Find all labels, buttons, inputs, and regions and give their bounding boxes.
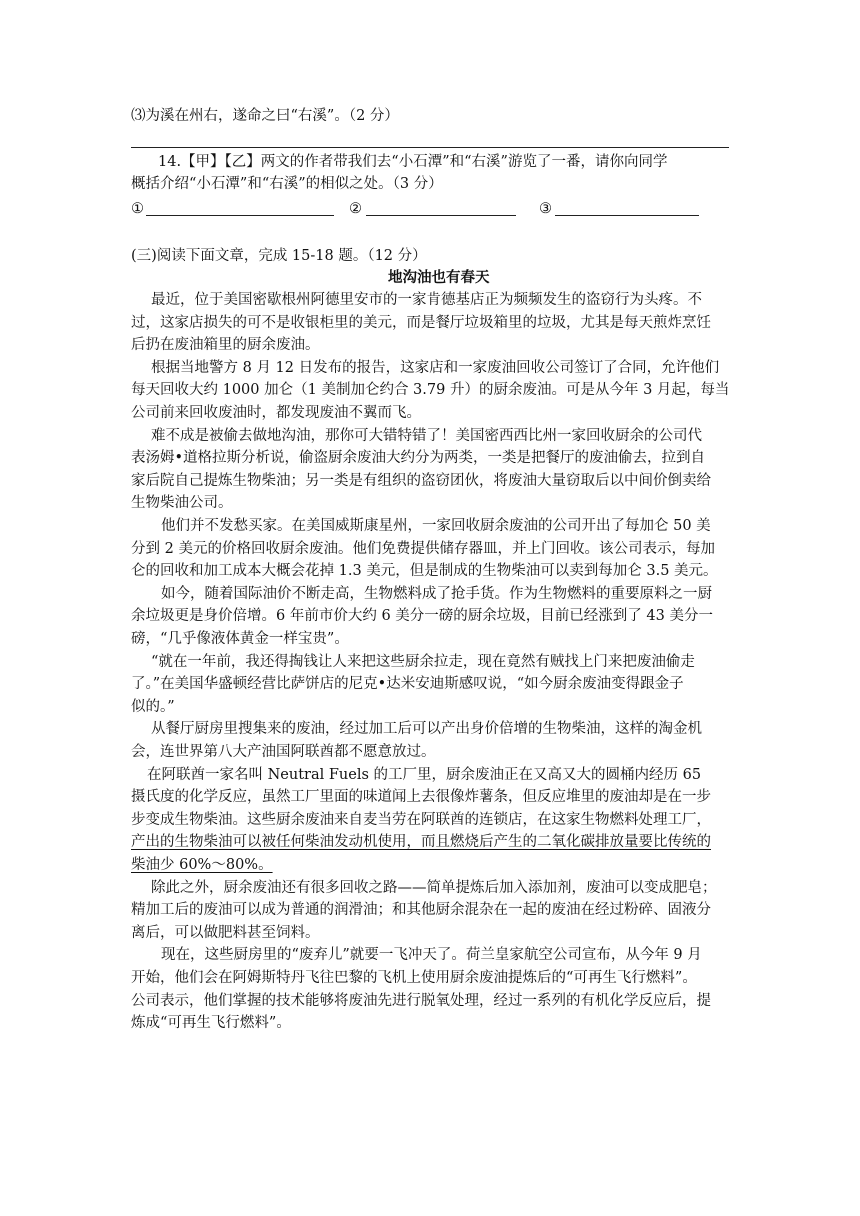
article-line: 炼成“可再生飞行燃料”。 (131, 1015, 291, 1031)
article-line: 难不成是被偷去做地沟油，那你可大错特错了！美国密西西比州一家回收厨余的公司代 (151, 428, 702, 444)
q14-blank3-line[interactable] (555, 215, 699, 216)
article-line: 磅，“几乎像液体黄金一样宝贵”。 (131, 631, 349, 647)
answer-line-q13[interactable] (131, 147, 729, 148)
article-line: 精加工后的废油可以成为普通的润滑油；和其他厨余混杂在一起的废油在经过粉碎、固液分 (131, 902, 711, 918)
q14-blank2-label: ② (349, 201, 362, 217)
article-line: 根据当地警方 8 月 12 日发布的报告，这家店和一家废油回收公司签订了合同，允许他们 (151, 360, 720, 376)
article-line: 会，连世界第八大产油国阿联酋都不愿意放过。 (131, 744, 436, 760)
article-line: 离后，可以做肥料甚至饲料。 (131, 925, 320, 941)
article-line: 摄氏度的化学反应，虽然工厂里面的味道闻上去很像炸薯条，但反应堆里的废油却是在一步 (131, 789, 711, 805)
article-line: 步变成生物柴油。这些厨余废油来自麦当劳在阿联酋的连锁店，在这家生物燃料处理工厂， (131, 812, 711, 828)
article-line: 过，这家店损失的可不是收银柜里的美元，而是餐厅垃圾箱里的垃圾，尤其是每天煎炸烹饪 (131, 315, 711, 331)
article-line: 开始，他们会在阿姆斯特丹飞往巴黎的飞机上使用厨余废油提炼后的“可再生飞行燃料”。 (131, 970, 697, 986)
article-line: 仑的回收和加工成本大概会花掉 1.3 美元，但是制成的生物柴油可以卖到每加仑 3.5 美元。 (131, 563, 718, 579)
article-line: 公司前来回收废油时，都发现废油不翼而飞。 (131, 405, 421, 421)
article-line: 分到 2 美元的价格回收厨余废油。他们免费提供储存器皿，并上门回收。该公司表示，每加 (131, 541, 715, 557)
article-line: 最近，位于美国密歇根州阿德里安市的一家肯德基店正为频频发生的盗窃行为头疼。不 (151, 292, 702, 308)
article-line: 表汤姆•道格拉斯分析说，偷盗厨余废油大约分为两类，一类是把餐厅的废油偷去，拉到自 (131, 450, 706, 466)
q14-blank3-label: ③ (539, 201, 552, 217)
article-line: 柴油少 60%～80%。 (131, 857, 273, 873)
q14-blank1-line[interactable] (146, 215, 334, 216)
article-line: 除此之外，厨余废油还有很多回收之路——简单提炼后加入添加剂，废油可以变成肥皂； (151, 880, 717, 896)
article-line: 似的。” (131, 699, 175, 715)
section3-heading: (三)阅读下面文章，完成 15-18 题。（12 分） (131, 248, 427, 264)
article-line: 现在，这些厨房里的“废弃儿”就要一飞冲天了。荷兰皇家航空公司宣布，从今年 9 月 (161, 947, 702, 963)
article-title: 地沟油也有春天 (388, 270, 490, 286)
article-line: 每天回收大约 1000 加仑（1 美制加仑约合 3.79 升）的厨余废油。可是从今年 3 月起，每当 (131, 382, 730, 398)
article-line: 了。”在美国华盛顿经营比萨饼店的尼克•达米安迪斯感叹说，“如今厨余废油变得跟金子 (131, 676, 684, 692)
article-line: 后扔在废油箱里的厨余废油。 (131, 337, 320, 353)
article-line: 余垃圾更是身价倍增。6 年前市价大约 6 美分一磅的厨余垃圾，目前已经涨到了 43 美分一 (131, 608, 713, 624)
article-line: 家后院自己提炼生物柴油；另一类是有组织的盗窃团伙，将废油大量窃取后以中间价倒卖给 (131, 473, 711, 489)
q14-blank1-label: ① (131, 201, 144, 217)
article-line: 从餐厅厨房里搜集来的废油，经过加工后可以产出身价倍增的生物柴油，这样的淘金机 (151, 721, 702, 737)
q14-line1: 14.【甲】【乙】两文的作者带我们去“小石潭”和“右溪”游览了一番，请你向同学 (158, 154, 668, 170)
article-line: 在阿联酋一家名叫 Neutral Fuels 的工厂里，厨余废油正在又高又大的圆桶内经历 65 (147, 767, 702, 783)
q14-blank2-line[interactable] (366, 215, 516, 216)
article-line: 如今，随着国际油价不断走高，生物燃料成了抢手货。作为生物燃料的重要原料之一厨 (161, 586, 712, 602)
article-line: 公司表示，他们掌握的技术能够将废油先进行脱氧处理，经过一系列的有机化学反应后，提 (131, 993, 711, 1009)
article-line: 他们并不发愁买家。在美国威斯康星州，一家回收厨余废油的公司开出了每加仑 50 美 (161, 518, 711, 534)
q14-line2: 概括介绍“小石潭”和“右溪”的相似之处。（3 分） (131, 176, 443, 192)
article-line: “就在一年前，我还得掏钱让人来把这些厨余拉走，现在竟然有贼找上门来把废油偷走 (151, 654, 695, 670)
article-line: 生物柴油公司。 (131, 495, 233, 511)
article-line: 产出的生物柴油可以被任何柴油发动机使用，而且燃烧后产生的二氧化碳排放量要比传统的 (131, 834, 711, 850)
q13-item3-text: ⑶为溪在州右，遂命之曰“右溪”。（2 分） (131, 108, 399, 124)
